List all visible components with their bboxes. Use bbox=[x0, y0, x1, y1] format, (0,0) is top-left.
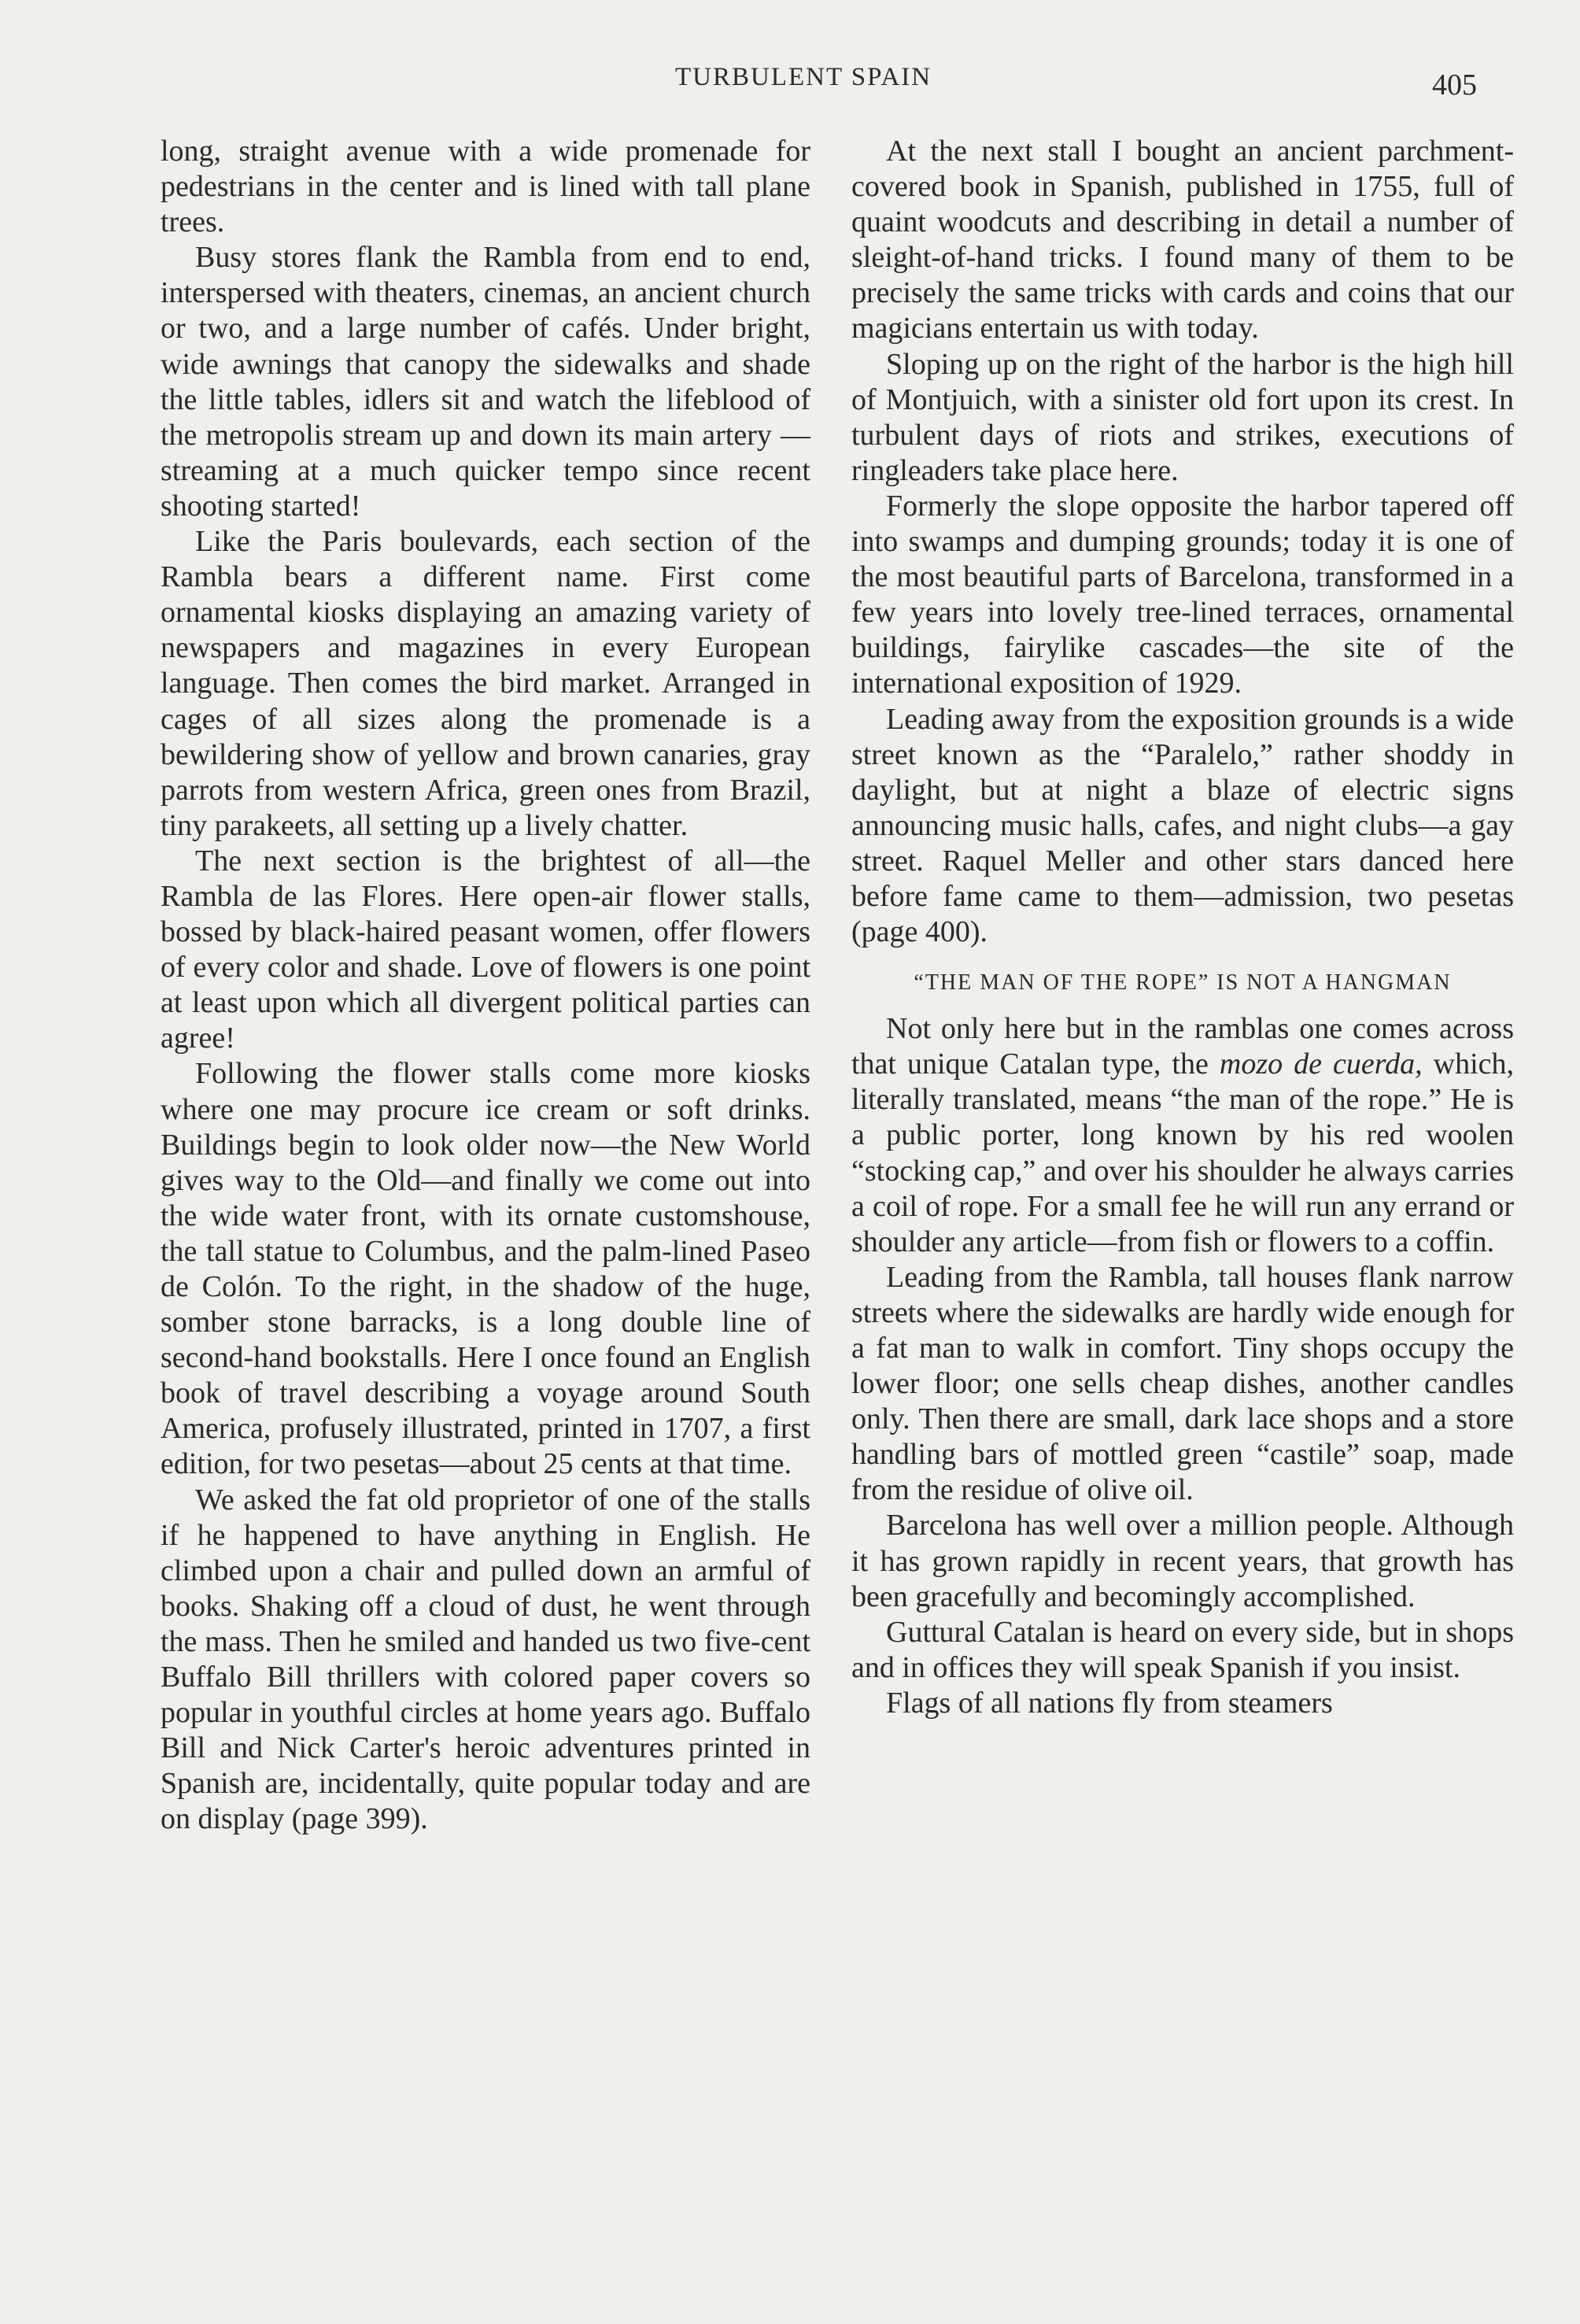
section-subheading: “THE MAN OF THE ROPE” IS NOT A HANGMAN bbox=[914, 970, 1452, 996]
right-column bbox=[851, 134, 1514, 1721]
paragraph: Like the Paris boulevards, each section of the Rambla bears a different name. First come ornamental kiosks displaying an amazing variety of newspapers and magazines in every European language. Then comes the bird market. Arranged in cages of all sizes along the promenade is a bewildering show of yellow and brown canaries, gray parrots from western Africa, green ones from Brazil, tiny parakeets, all setting up a lively chatter. bbox=[161, 525, 810, 842]
paragraph-text: Not only here but in the ramblas one comes across that unique Catalan type, the bbox=[851, 1012, 1514, 1081]
paragraph: Sloping up on the right of the harbor is the high hill of Montjuich, with a sinister old fort upon its crest. In turbulent days of riots and strikes, executions of ringleaders take place here. bbox=[851, 347, 1514, 487]
paragraph: Following the flower stalls come more kiosks where one may procure ice cream or soft drinks. Buildings begin to look older now—the New World gives way to the Old—and finally we come out into the wide water front, with its ornate customshouse, the tall statue to Columbus, and the palm-lined Paseo de Colón. To the right, in the shadow of the huge, somber stone barracks, is a long double line of second-hand bookstalls. Here I once found an English book of travel describing a voyage around South America, profusely illustrated, printed in 1707, a first edition, for two pesetas—about 25 cents at that time. bbox=[161, 1057, 810, 1481]
paragraph: Leading from the Rambla, tall houses flank narrow streets where the sidewalks are hardly wide enough for a fat man to walk in comfort. Tiny shops occupy the lower floor; one sells cheap dishes, another candles only. Then there are small, dark lace shops and a store handling bars of mottled green “castile” soap, made from the residue of olive oil. bbox=[851, 1260, 1514, 1507]
italic-term: mozo de cuerda, bbox=[1219, 1047, 1423, 1081]
paragraph: Busy stores flank the Rambla from end to end, interspersed with theaters, cinemas, an ancient church or two, and a large number of cafés. Under bright, wide awnings that canopy the sidewalks and shade the little tables, idlers sit and watch the lifeblood of the metropolis stream up and down its main artery — streaming at a much quicker tempo since recent shooting started! bbox=[161, 241, 810, 523]
paragraph-text: which, literally translated, means “the man of the rope.” He is a public porter, long known by his red woolen “stocking cap,” and over his shoulder he always carries a coil of rope. For a small fee he will run any errand or shoulder any article—from fish or flowers to a coffin. bbox=[851, 1047, 1514, 1258]
paragraph: We asked the fat old proprietor of one of the stalls if he happened to have anything in English. He climbed upon a chair and pulled down an armful of books. Shaking off a cloud of dust, he went through the mass. Then he smiled and handed us two five-cent Buffalo Bill thrillers with colored paper covers so popular in youthful circles at home years ago. Buffalo Bill and Nick Carter's heroic adventures printed in Spanish are, incidentally, quite popular today and are on display (page 399). bbox=[161, 1483, 810, 1836]
running-header bbox=[0, 63, 1580, 110]
paragraph: The next section is the brightest of all—the Rambla de las Flores. Here open-air flower stalls, bossed by black-haired peasant women, offer flowers of every color and shade. Love of flowers is one point at least upon which all divergent political parties can agree! bbox=[161, 844, 810, 1055]
paragraph bbox=[851, 1011, 1514, 1260]
paragraph: long, straight avenue with a wide promenade for pedestrians in the center and is lined with tall plane trees. bbox=[161, 135, 810, 239]
paragraph: At the next stall I bought an ancient parchment-covered book in Spanish, published in 1755, full of quaint woodcuts and describing in detail a number of sleight-of-hand tricks. I found many of them to be precisely the same tricks with cards and coins that our magicians entertain us with today. bbox=[851, 135, 1514, 345]
paragraph: Flags of all nations fly from steamers bbox=[886, 1686, 1333, 1720]
running-title: TURBULENT SPAIN bbox=[675, 63, 932, 91]
page-number: 405 bbox=[1432, 68, 1477, 102]
paragraph: Guttural Catalan is heard on every side, but in shops and in offices they will speak Spanish if you insist. bbox=[851, 1615, 1514, 1684]
paragraph: Formerly the slope opposite the harbor tapered off into swamps and dumping grounds; today it is one of the most beautiful parts of Barcelona, transformed in a few years into lovely tree-lined terraces, ornamental buildings, fairylike cascades—the site of the international exposition of 1929. bbox=[851, 489, 1514, 700]
left-column bbox=[161, 134, 810, 1838]
paragraph: Barcelona has well over a million people. Although it has grown rapidly in recent years, that growth has been gracefully and becomingly accomplished. bbox=[851, 1509, 1514, 1613]
paragraph: Leading away from the exposition grounds is a wide street known as the “Paralelo,” rather shoddy in daylight, but at night a blaze of electric signs announcing music halls, cafes, and night clubs—a gay street. Raquel Meller and other stars danced here before fame came to them—admission, two pesetas (page 400). bbox=[851, 702, 1514, 949]
